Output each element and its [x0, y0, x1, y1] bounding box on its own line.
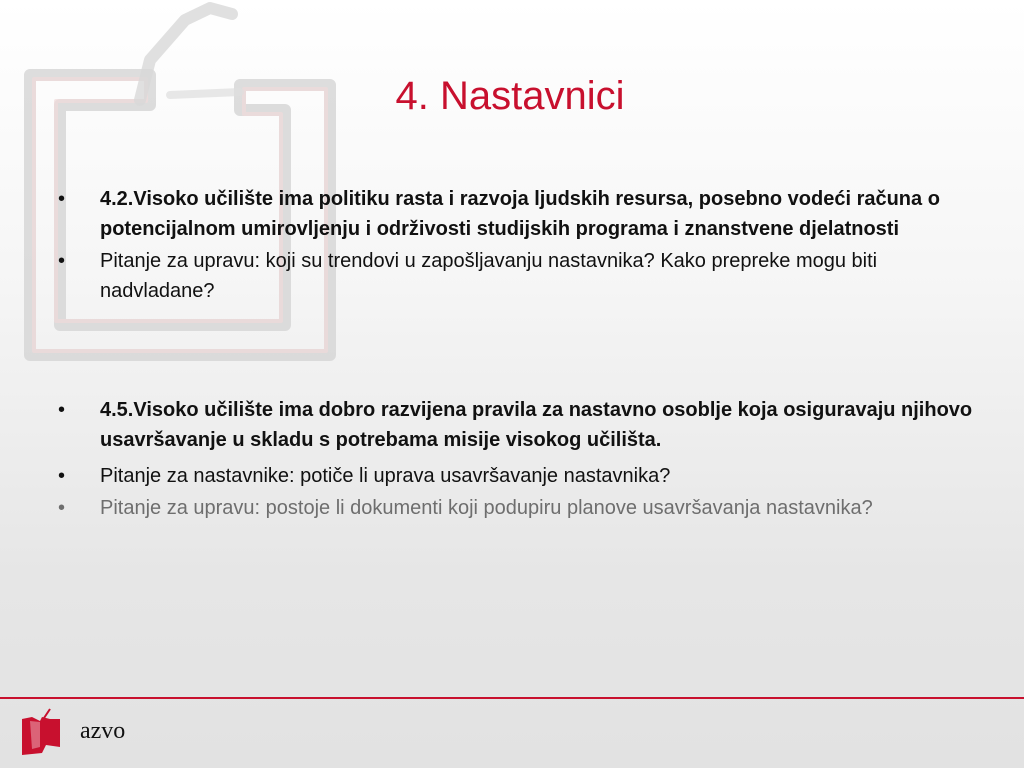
bullet-marker: •	[58, 497, 66, 519]
bullet-marker: •	[58, 188, 66, 210]
bullet-marker: •	[58, 465, 66, 487]
bullet-item	[58, 461, 978, 491]
bullet-list	[58, 184, 978, 523]
bullet-item	[58, 493, 978, 523]
bullet-text: Pitanje za upravu: koji su trendovi u zapošljavanju nastavnika? Kako prepreke mogu biti nadvladane?	[100, 250, 878, 302]
bullet-text: 4.5.Visoko učilište ima dobro razvijena pravila za nastavno osoblje koja osiguravaju njihovo usavršavanje u skladu s potrebama misije visokog učilišta.	[100, 399, 973, 451]
bullet-text: Pitanje za upravu: postoje li dokumenti koji podupiru planove usavršavanja nastavnika?	[100, 497, 873, 519]
bullet-marker: •	[58, 399, 66, 421]
bullet-item	[58, 184, 978, 244]
footer-divider	[0, 697, 1024, 699]
bullet-text: 4.2.Visoko učilište ima politiku rasta i razvoja ljudskih resursa, posebno vodeći računa o potencijalnom umirovljenju i održivosti studijskih programa i znanstvene djelatnosti	[100, 188, 940, 240]
bullet-text: Pitanje za nastavnike: potiče li uprava usavršavanje nastavnika?	[100, 465, 671, 487]
logo-text: azvo	[80, 718, 126, 744]
bullet-item	[58, 246, 978, 306]
bullet-item	[58, 395, 978, 455]
slide-title: 4. Nastavnici	[395, 74, 625, 118]
bullet-marker: •	[58, 250, 66, 272]
azvo-logo-icon	[20, 707, 62, 757]
